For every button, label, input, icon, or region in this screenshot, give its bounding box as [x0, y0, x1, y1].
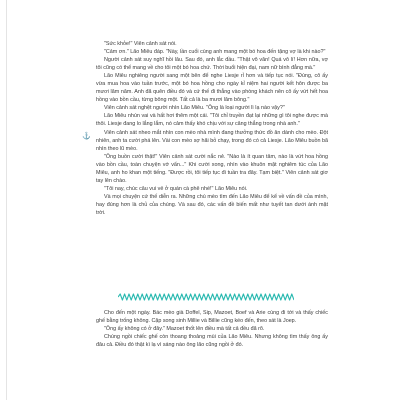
paragraph: "Sức khỏe!" Viên cảnh sát nói.	[104, 41, 177, 47]
page-gutter-line	[6, 0, 7, 400]
paragraph: "Ông ấy không có ở đây." Mazoet thốt lên điều mà tất cả đều đã rõ.	[104, 326, 265, 333]
story-text-top	[96, 40, 328, 217]
paragraph: Chúng ngồi chiếc ghế còn thoang thoảng mùi của Lão Miêu. Nhưng không tìm thấy ông ấy đâu cả. Điều đó thật kì lạ vì sáng nào ông lão cũng ngồi ở đó.	[96, 334, 328, 349]
story-text-bottom	[96, 309, 328, 349]
ornament-zigzag	[118, 294, 294, 300]
paragraph: "Ông buồn cười thật!" Viên cảnh sát cười nắc nẻ. "Nào là ít quan tâm, nào là vứt hoa hồng vào bồn cầu, toàn chuyện vớ vẩn..." Khi cười xong, nhìn vào khuôn mặt nghiêm túc của Lão Miêu, anh ho khan một tiếng. "Được rồi, tôi tiếp tục đi tuần tra đây. Tạm biệt." Viên cảnh sát giơ tay lên chào.	[96, 153, 328, 184]
paragraph: "Cảm ơn." Lão Miêu đáp. "Này, lần cuối cùng anh mang một bó hoa đến tặng vợ là khi nào?"	[104, 49, 326, 56]
paragraph: Viên cảnh sát nheo mắt nhìn con mèo nhà mình đang thưởng thức đồ ăn dành cho mèo. Đột nhiên, anh ta cười phá lên. Vài con mèo sợ hãi bỏ chạy, trong đó có cả Liesje. Lão Miêu buồn bã nhìn theo lũ mèo.	[96, 129, 328, 152]
paragraph: Và mọi chuyện cứ thế diễn ra. Những chú mèo tìm đến Lão Miêu để kể về vấn đề của mình, hay đúng hơn là chủ của chúng. Và sau đó, các vấn đề biến mất như tuyết tan dưới ánh mặt trời.	[96, 193, 328, 216]
paragraph: Lão Miêu nhún vai và hất hơi thêm một cái. "Tôi chỉ truyền đạt lại những gì tôi nghe được mà thôi. Liesje đang lo lắng lắm, nó cảm thấy khó chịu với sự căng thẳng trong nhà anh."	[96, 113, 328, 128]
paragraph: "Tôi nay, chúc câu vui vẻ ở quán cà phê nhé!" Lão Miêu nói.	[104, 185, 248, 192]
paragraph: Cho đến một ngày. Bác mèo già Doffel, Sip, Mazoet, Boef và Arie cùng đi tới và thấy chiếc ghế bằng trống không. Cặp song sinh Millie và Billie cũng kéo đến, theo sát là Joep.	[96, 310, 328, 325]
section-divider-ornament	[118, 293, 294, 301]
paragraph: Lão Miêu nghiêng người sang một bên để nghe Liesje rỉ hơn và tiếp tục nói. "Đúng, cô ấy vừa mua hoa vào tuần trước, một bó hoa hồng cho ngày kỉ niệm hai người kết hôn được ba mươi lăm năm. Anh đã quên điều đó và cứ thế đi thẳng vào phòng khách nên cô ấy vứt hết hoa hồng vào bồn cầu, từng bông một. Tất cả là ba mươi lăm bông."	[96, 73, 328, 104]
paragraph: Viên cảnh sát nghệt người nhìn Lão Miêu. "Ông là loại người lì lạ nào vậy?"	[104, 105, 285, 112]
paragraph: Người cảnh sát suy nghĩ hồi lâu. Sau đó, anh lắc đầu. "Thật vô văn! Quá vô lí! Hơn nữa, vợ tôi cũng có thể mang về cho tôi một bó hoa chứ. Thời buổi hiện đại, nam nữ bình đẳng mà."	[96, 57, 328, 72]
anchor-icon: ⚓	[82, 133, 91, 140]
